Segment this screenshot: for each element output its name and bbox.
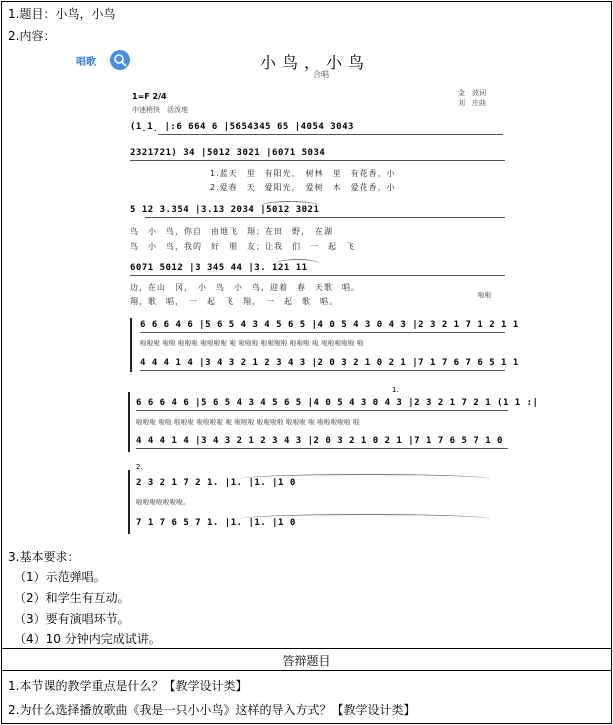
composer: 刘 庄曲 (458, 99, 486, 107)
topic-line: 1.题目：小鸟，小鸟 (8, 7, 116, 21)
table-divider (1, 648, 612, 649)
magnifier-icon (110, 50, 130, 70)
melody-row: (1̣1̣ |:6 664 6 |5654345 65 |4054 3043 (130, 122, 354, 132)
defense-question: 2.为什么选择播放歌曲《我是一只小小鸟》这样的导入方式？【教学设计类】 (8, 703, 416, 717)
lyric-line: 鸟 小 鸟，我的 好 朋 友；让我 们 一 起 飞 (130, 242, 355, 251)
table-divider (1, 670, 612, 671)
lyric-line: 1.蓝天 里 有阳光， 树林 里 有花香，小 (210, 169, 396, 178)
melody-row: 5 12 3.354 |3.13 2034 |5012 3021 (130, 205, 320, 215)
requirement-item: （2）和学生有互动。 (14, 591, 130, 605)
chorus-upper: 6 6 6 4 6 |5 6 5 4 3 4 5 6 5 |4 0 5 4 3 0 4 3 |2 3 2 1 7 1 2 1 1 (140, 320, 519, 330)
melody-row: 2321721) 34 |5012 3021 |6071 5034 (130, 148, 326, 158)
tempo-marking: 中速稍快 活泼地 (132, 106, 188, 114)
sheet-music (76, 42, 539, 538)
volta-2: 2. (136, 463, 143, 471)
requirement-item: （1）示范弹唱。 (14, 570, 106, 584)
chorus-lala: 啦啦啦 啦啦 啦啦啦 啦啦啦啦 啦 啦啦啦 啦啦啦啦 啦啦啦 啦 啦啦啦啦啦 啦 (136, 418, 360, 426)
key-signature: 1=F 2/4 (132, 92, 167, 101)
lyric-line: 边，在山 冈， 小 鸟 小 鸟，迎着 春 天歌 唱。 (130, 283, 360, 292)
lyric-line: 翔，歌 唱， 一 起 飞 翔， 一 起 歌 唱。 (130, 297, 338, 306)
lyricist: 金 波词 (458, 89, 486, 97)
sing-stamp (72, 50, 140, 72)
chorus-lower: 7 1 7 6 5 7 1. |1. |1. |1 0 (136, 518, 296, 528)
lyric-line: 鸟 小 鸟，你自 由地飞 翔；在田 野， 在湖 (130, 227, 333, 236)
requirements-heading: 3.基本要求： (8, 550, 80, 564)
song-title: 小鸟，小鸟 (260, 53, 371, 72)
requirement-item: （3）要有演唱环节。 (14, 612, 130, 626)
chorus-lala: 啦啦啦 啦啦 啦啦啦 啦啦啦啦 啦 啦啦啦 啦啦啦啦 啦啦啦 啦 啦啦啦啦啦 啦 (140, 339, 364, 347)
defense-question: 1.本节课的教学重点是什么？【教学设计类】 (8, 679, 248, 693)
melody-row: 6071 5012 |3 345 44 |3. 121 11 (130, 263, 308, 273)
chorus-upper: 6 6 6 4 6 |5 6 5 4 3 4 5 6 5 |4 0 5 4 3 0 4 3 |2 3 2 1 7 2 1 (1 1 :| (136, 398, 539, 408)
chorus-lower: 4 4 4 1 4 |3 4 3 2 1 2 3 4 3 |2 0 3 2 1 0 2 1 |7 1 7 6 7 6 5 1 1 (140, 358, 519, 368)
lala-tail: 啦啦 (478, 291, 492, 299)
content-label: 2.内容： (8, 29, 56, 43)
chorus-lower: 4 4 4 1 4 |3 4 3 2 1 2 3 4 3 |2 0 3 2 1 0 2 1 |7 1 7 6 5 7 1 0 (136, 436, 503, 446)
lyric-line: 2.爱春 天 爱阳光， 爱树 木 爱花香，小 (210, 183, 396, 192)
volta-1: 1. (392, 386, 399, 394)
requirement-item: （4）10 分钟内完成试讲。 (14, 632, 161, 646)
chorus-lala: 啦啦啦啦啦啦啦。 (136, 498, 190, 506)
chorus-upper: 2 3 2 1 7 2 1. |1. |1. |1 0 (136, 478, 296, 488)
defense-title: 答辩题目 (282, 654, 331, 668)
stamp-label: 唱歌 (76, 57, 96, 68)
song-subtitle: 合唱 (313, 70, 329, 79)
